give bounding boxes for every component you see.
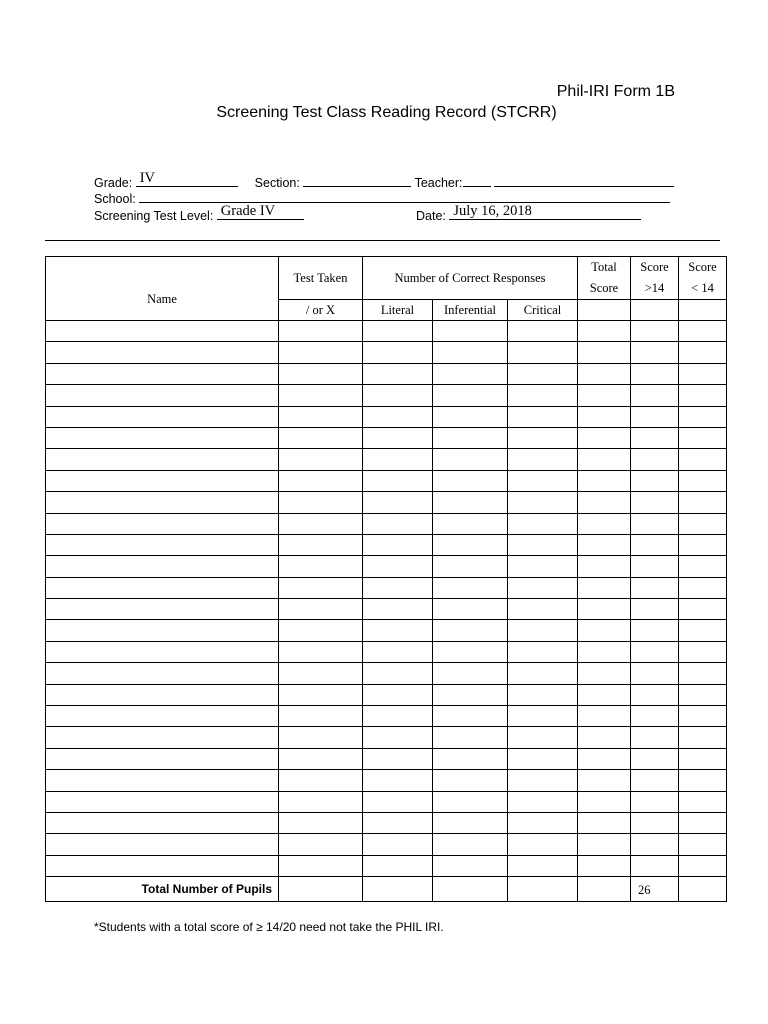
table-cell[interactable] <box>679 791 727 812</box>
table-cell[interactable] <box>578 663 631 684</box>
table-cell[interactable] <box>46 684 279 705</box>
table-row <box>46 791 727 812</box>
table-cell[interactable] <box>279 577 363 598</box>
table-cell[interactable] <box>433 385 508 406</box>
table-cell[interactable] <box>363 770 433 791</box>
table-cell[interactable] <box>433 748 508 769</box>
table-cell[interactable] <box>46 727 279 748</box>
table-cell[interactable] <box>46 706 279 727</box>
table-cell[interactable] <box>46 663 279 684</box>
table-cell[interactable] <box>433 684 508 705</box>
table-cell[interactable] <box>578 427 631 448</box>
table-cell[interactable] <box>631 727 679 748</box>
table-cell[interactable] <box>578 748 631 769</box>
table-cell[interactable] <box>279 706 363 727</box>
table-cell[interactable] <box>433 727 508 748</box>
table-row <box>46 406 727 427</box>
total-score-below-14[interactable] <box>679 877 727 901</box>
table-row <box>46 427 727 448</box>
table-cell[interactable] <box>363 556 433 577</box>
table-row <box>46 449 727 470</box>
table-cell[interactable] <box>363 449 433 470</box>
table-cell[interactable] <box>279 427 363 448</box>
table-cell[interactable] <box>46 770 279 791</box>
table-cell[interactable] <box>279 684 363 705</box>
table-row <box>46 663 727 684</box>
table-cell[interactable] <box>279 727 363 748</box>
table-cell[interactable] <box>631 834 679 855</box>
table-cell[interactable] <box>679 556 727 577</box>
header-name: Name <box>46 257 279 321</box>
table-cell[interactable] <box>631 791 679 812</box>
table-cell[interactable] <box>508 748 578 769</box>
school-line <box>94 190 670 206</box>
table-cell[interactable] <box>433 342 508 363</box>
table-cell[interactable] <box>679 834 727 855</box>
table-cell[interactable] <box>279 620 363 641</box>
header-critical: Critical <box>508 300 578 321</box>
table-cell[interactable] <box>578 363 631 384</box>
table-cell[interactable] <box>279 342 363 363</box>
table-row <box>46 470 727 491</box>
table-cell[interactable] <box>631 321 679 342</box>
table-cell[interactable] <box>508 470 578 491</box>
table-cell[interactable] <box>508 534 578 555</box>
table-cell[interactable] <box>508 599 578 620</box>
table-cell[interactable] <box>578 342 631 363</box>
table-cell[interactable] <box>363 855 433 876</box>
table-cell[interactable] <box>508 492 578 513</box>
table-cell[interactable] <box>363 812 433 833</box>
table-cell[interactable] <box>433 534 508 555</box>
table-row <box>46 342 727 363</box>
table-cell[interactable] <box>631 812 679 833</box>
table-row <box>46 321 727 342</box>
table-row <box>46 855 727 876</box>
table-cell[interactable] <box>363 663 433 684</box>
table-cell[interactable] <box>508 577 578 598</box>
table-cell[interactable] <box>679 855 727 876</box>
table-cell[interactable] <box>631 684 679 705</box>
table-row <box>46 492 727 513</box>
table-cell[interactable] <box>46 427 279 448</box>
table-cell[interactable] <box>578 599 631 620</box>
total-test-taken[interactable] <box>279 877 363 901</box>
header-check-or-x: / or X <box>279 300 363 321</box>
table-cell[interactable] <box>363 641 433 662</box>
table-cell[interactable] <box>508 427 578 448</box>
table-cell[interactable] <box>578 834 631 855</box>
table-cell[interactable] <box>363 321 433 342</box>
table-cell[interactable] <box>679 363 727 384</box>
table-cell[interactable] <box>679 513 727 534</box>
table-cell[interactable] <box>508 321 578 342</box>
table-cell[interactable] <box>578 684 631 705</box>
total-row <box>46 877 727 901</box>
table-cell[interactable] <box>508 727 578 748</box>
header-score-below-14: Score < 14 <box>679 257 727 300</box>
table-cell[interactable] <box>433 812 508 833</box>
table-cell[interactable] <box>679 706 727 727</box>
table-row <box>46 534 727 555</box>
grade-field[interactable] <box>136 170 238 187</box>
table-cell[interactable] <box>279 492 363 513</box>
table-cell[interactable] <box>363 684 433 705</box>
table-cell[interactable] <box>363 534 433 555</box>
table-cell[interactable] <box>46 599 279 620</box>
table-cell[interactable] <box>578 470 631 491</box>
table-cell[interactable] <box>631 342 679 363</box>
divider <box>45 240 720 241</box>
form-code: Phil-IRI Form 1B <box>556 83 675 100</box>
table-cell[interactable] <box>433 599 508 620</box>
table-cell[interactable] <box>508 834 578 855</box>
total-inferential[interactable] <box>433 877 508 901</box>
teacher-label: Teacher: <box>414 176 463 190</box>
table-cell[interactable] <box>46 363 279 384</box>
table-cell[interactable] <box>433 406 508 427</box>
table-cell[interactable] <box>578 620 631 641</box>
table-cell[interactable] <box>279 599 363 620</box>
table-cell[interactable] <box>578 727 631 748</box>
screening-level-label: Screening Test Level: <box>94 209 214 223</box>
table-cell[interactable] <box>679 406 727 427</box>
table-cell[interactable] <box>631 492 679 513</box>
table-cell[interactable] <box>679 470 727 491</box>
table-row <box>46 577 727 598</box>
table-cell[interactable] <box>433 663 508 684</box>
table-cell[interactable] <box>631 427 679 448</box>
school-label: School: <box>94 192 136 206</box>
table-cell[interactable] <box>279 406 363 427</box>
table-cell[interactable] <box>279 470 363 491</box>
table-cell[interactable] <box>363 513 433 534</box>
table-cell[interactable] <box>679 748 727 769</box>
table-cell[interactable] <box>433 834 508 855</box>
table-cell[interactable] <box>631 470 679 491</box>
total-total-score[interactable] <box>578 877 631 901</box>
table-cell[interactable] <box>363 342 433 363</box>
table-cell[interactable] <box>508 342 578 363</box>
table-cell[interactable] <box>631 577 679 598</box>
grade-label: Grade: <box>94 176 133 190</box>
table-cell[interactable] <box>433 791 508 812</box>
table-cell[interactable] <box>508 706 578 727</box>
table-cell[interactable] <box>363 727 433 748</box>
table-cell[interactable] <box>679 641 727 662</box>
table-cell[interactable] <box>631 641 679 662</box>
level-line <box>94 203 304 223</box>
table-cell[interactable] <box>363 834 433 855</box>
table-row <box>46 770 727 791</box>
table-cell[interactable] <box>578 706 631 727</box>
table-cell[interactable] <box>363 748 433 769</box>
table-cell[interactable] <box>578 812 631 833</box>
table-cell[interactable] <box>508 855 578 876</box>
section-field[interactable] <box>303 174 411 187</box>
table-cell[interactable] <box>631 385 679 406</box>
table-cell[interactable] <box>46 534 279 555</box>
table-cell[interactable] <box>46 812 279 833</box>
table-cell[interactable] <box>508 385 578 406</box>
table-row <box>46 513 727 534</box>
table-cell[interactable] <box>578 513 631 534</box>
table-cell[interactable] <box>508 449 578 470</box>
date-value: July 16, 2018 <box>453 203 532 219</box>
table-cell[interactable] <box>433 706 508 727</box>
table-cell[interactable] <box>578 577 631 598</box>
table-cell[interactable] <box>631 706 679 727</box>
table-cell[interactable] <box>433 470 508 491</box>
table-row <box>46 748 727 769</box>
school-field[interactable] <box>139 190 670 203</box>
table-cell[interactable] <box>508 641 578 662</box>
table-cell[interactable] <box>679 321 727 342</box>
table-cell[interactable] <box>279 641 363 662</box>
table-cell[interactable] <box>46 449 279 470</box>
reading-record-table <box>45 256 727 902</box>
screening-level-value: Grade IV <box>220 203 276 219</box>
table-cell[interactable] <box>508 791 578 812</box>
table-cell[interactable] <box>679 812 727 833</box>
table-cell[interactable] <box>279 770 363 791</box>
table-cell[interactable] <box>433 427 508 448</box>
table-cell[interactable] <box>631 534 679 555</box>
table-cell[interactable] <box>46 577 279 598</box>
table-cell[interactable] <box>631 406 679 427</box>
table-cell[interactable] <box>46 492 279 513</box>
table-cell[interactable] <box>433 577 508 598</box>
table-cell[interactable] <box>46 513 279 534</box>
grade-section-teacher-line <box>94 170 674 190</box>
table-cell[interactable] <box>433 770 508 791</box>
teacher-field-short[interactable] <box>463 174 491 187</box>
date-line <box>416 203 641 223</box>
header-score-above-14: Score >14 <box>631 257 679 300</box>
table-cell[interactable] <box>578 791 631 812</box>
table-cell[interactable] <box>433 321 508 342</box>
table-cell[interactable] <box>363 620 433 641</box>
table-cell[interactable] <box>508 406 578 427</box>
table-cell[interactable] <box>679 534 727 555</box>
table-cell[interactable] <box>508 556 578 577</box>
table-cell[interactable] <box>46 321 279 342</box>
table-cell[interactable] <box>631 449 679 470</box>
table-cell[interactable] <box>279 449 363 470</box>
table-row <box>46 684 727 705</box>
table-cell[interactable] <box>679 385 727 406</box>
table-row <box>46 834 727 855</box>
table-cell[interactable] <box>46 342 279 363</box>
table-cell[interactable] <box>508 684 578 705</box>
table-row <box>46 641 727 662</box>
table-row <box>46 599 727 620</box>
table-cell[interactable] <box>363 406 433 427</box>
table-cell[interactable] <box>578 641 631 662</box>
table-cell[interactable] <box>433 855 508 876</box>
table-cell[interactable] <box>679 449 727 470</box>
table-cell[interactable] <box>363 470 433 491</box>
total-critical[interactable] <box>508 877 578 901</box>
table-cell[interactable] <box>279 834 363 855</box>
table-cell[interactable] <box>679 427 727 448</box>
table-cell[interactable] <box>363 599 433 620</box>
table-cell[interactable] <box>433 513 508 534</box>
table-cell[interactable] <box>363 385 433 406</box>
table-cell[interactable] <box>679 727 727 748</box>
table-cell[interactable] <box>631 663 679 684</box>
table-cell[interactable] <box>279 385 363 406</box>
table-cell[interactable] <box>433 492 508 513</box>
table-cell[interactable] <box>279 663 363 684</box>
table-cell[interactable] <box>363 492 433 513</box>
table-cell[interactable] <box>46 748 279 769</box>
section-label: Section: <box>254 176 300 190</box>
table-cell[interactable] <box>679 342 727 363</box>
table-cell[interactable] <box>508 663 578 684</box>
table-row <box>46 620 727 641</box>
screening-level-field[interactable] <box>217 203 304 220</box>
table-cell[interactable] <box>679 577 727 598</box>
table-cell[interactable] <box>363 577 433 598</box>
page-title: Screening Test Class Reading Record (STCRR) <box>216 104 557 121</box>
table-cell[interactable] <box>679 663 727 684</box>
header-total-score: Total Score <box>578 257 631 300</box>
table-cell[interactable] <box>631 599 679 620</box>
footnote: *Students with a total score of ≥ 14/20 need not take the PHIL IRI. <box>94 920 444 934</box>
table-cell[interactable] <box>279 556 363 577</box>
table-cell[interactable] <box>631 363 679 384</box>
table-cell[interactable] <box>578 321 631 342</box>
table-cell[interactable] <box>46 620 279 641</box>
date-label: Date: <box>416 209 446 223</box>
table-cell[interactable] <box>46 641 279 662</box>
table-cell[interactable] <box>363 791 433 812</box>
table-cell[interactable] <box>279 855 363 876</box>
header-inferential: Inferential <box>433 300 508 321</box>
table-row <box>46 727 727 748</box>
teacher-field[interactable] <box>494 174 674 187</box>
table-row <box>46 363 727 384</box>
table-cell[interactable] <box>363 427 433 448</box>
table-cell[interactable] <box>578 770 631 791</box>
table-row <box>46 556 727 577</box>
table-cell[interactable] <box>279 748 363 769</box>
table-cell[interactable] <box>433 363 508 384</box>
table-cell[interactable] <box>631 855 679 876</box>
table-cell[interactable] <box>631 770 679 791</box>
total-score-above-14[interactable]: 26 <box>631 877 679 901</box>
table-cell[interactable] <box>46 834 279 855</box>
table-cell[interactable] <box>578 449 631 470</box>
table-cell[interactable] <box>279 321 363 342</box>
total-literal[interactable] <box>363 877 433 901</box>
table-cell[interactable] <box>679 770 727 791</box>
table-cell[interactable] <box>46 385 279 406</box>
table-cell[interactable] <box>508 513 578 534</box>
table-cell[interactable] <box>508 620 578 641</box>
table-cell[interactable] <box>433 641 508 662</box>
table-row <box>46 812 727 833</box>
table-cell[interactable] <box>631 556 679 577</box>
header-correct-responses: Number of Correct Responses <box>363 257 578 300</box>
table-cell[interactable] <box>679 492 727 513</box>
table-cell[interactable] <box>508 812 578 833</box>
table-cell[interactable] <box>46 470 279 491</box>
date-field[interactable] <box>449 203 641 220</box>
table-cell[interactable] <box>679 684 727 705</box>
table-cell[interactable] <box>578 492 631 513</box>
table-cell[interactable] <box>631 513 679 534</box>
table-cell[interactable] <box>46 855 279 876</box>
table-cell[interactable] <box>363 363 433 384</box>
table-cell[interactable] <box>578 855 631 876</box>
table-cell[interactable] <box>578 385 631 406</box>
table-cell[interactable] <box>508 363 578 384</box>
table-cell[interactable] <box>433 449 508 470</box>
table-cell[interactable] <box>46 406 279 427</box>
table-cell[interactable] <box>631 748 679 769</box>
table-cell[interactable] <box>578 534 631 555</box>
table-cell[interactable] <box>631 620 679 641</box>
table-cell[interactable] <box>679 599 727 620</box>
table-cell[interactable] <box>433 620 508 641</box>
table-cell[interactable] <box>363 706 433 727</box>
table-cell[interactable] <box>679 620 727 641</box>
table-cell[interactable] <box>279 363 363 384</box>
header-test-taken: Test Taken <box>279 257 363 300</box>
table-row <box>46 706 727 727</box>
table-cell[interactable] <box>279 812 363 833</box>
table-row <box>46 385 727 406</box>
table-cell[interactable] <box>279 513 363 534</box>
total-label: Total Number of Pupils <box>46 877 279 901</box>
table-cell[interactable] <box>279 534 363 555</box>
table-cell[interactable] <box>578 556 631 577</box>
table-cell[interactable] <box>279 791 363 812</box>
header-literal: Literal <box>363 300 433 321</box>
table-cell[interactable] <box>46 556 279 577</box>
table-cell[interactable] <box>578 406 631 427</box>
grade-value: IV <box>139 170 156 186</box>
table-cell[interactable] <box>433 556 508 577</box>
table-cell[interactable] <box>508 770 578 791</box>
table-cell[interactable] <box>46 791 279 812</box>
